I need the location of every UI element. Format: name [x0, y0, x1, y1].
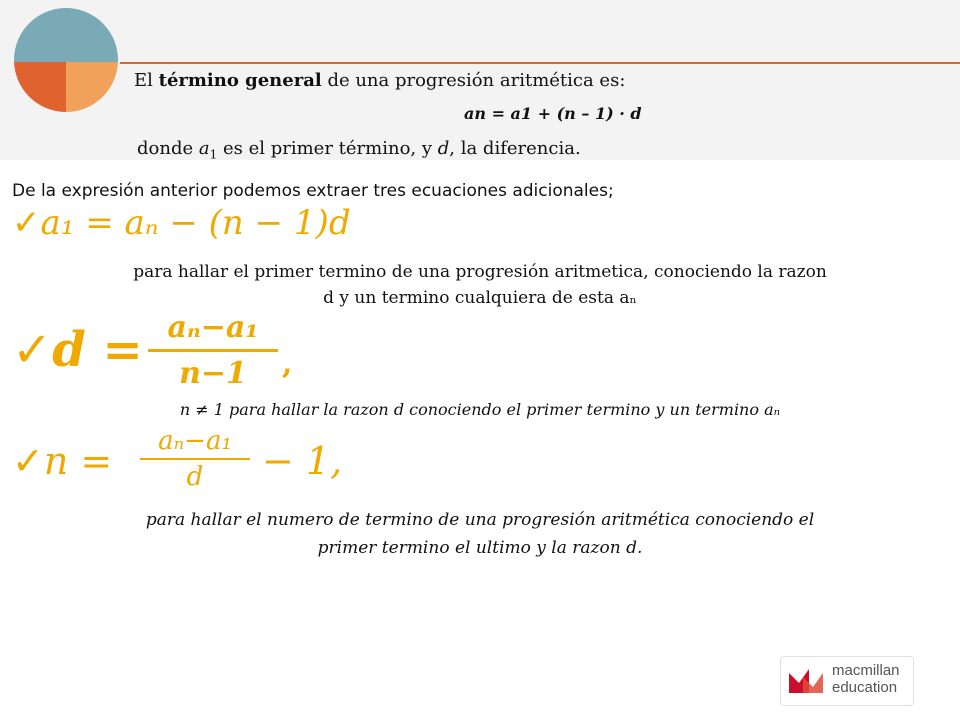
difference-fraction: [148, 310, 278, 391]
macmillan-mark-icon: [781, 657, 829, 703]
equation-lhs: d =: [52, 322, 143, 378]
header-rule: [120, 62, 960, 64]
check-icon: ✓: [12, 439, 44, 483]
fraction-denominator: d: [186, 462, 204, 492]
logo-wordmark: macmillan education: [832, 662, 900, 696]
equation-first-term: [12, 203, 351, 243]
equation-trail: − 1,: [262, 439, 343, 483]
general-term-formula: an = a1 + (n – 1) · d: [464, 104, 642, 123]
equation-formula: a₁ = aₙ − (n − 1)d: [40, 203, 351, 243]
equation-difference: [12, 322, 143, 378]
equation-term-count-description: para hallar el numero de termino de una progresión aritmética conociendo el primer termino el ultimo y la razon d.: [145, 510, 815, 558]
fraction-numerator: aₙ−a₁: [167, 310, 259, 345]
equation-difference-description: n ≠ 1 para hallar la razon d conociendo el primer termino y un termino aₙ: [179, 400, 781, 419]
fraction-numerator: aₙ−a₁: [158, 426, 232, 456]
equation-first-term-description: para hallar el primer termino de una progresión aritmetica, conociendo la razon d y un termino cualquiera de esta aₙ: [133, 262, 827, 308]
header-sentence: El término general de una progresión aritmética es:: [134, 70, 626, 91]
check-icon: ✓: [12, 322, 53, 378]
fraction-denominator: n−1: [179, 356, 247, 391]
intro-text: De la expresión anterior podemos extraer tres ecuaciones adicionales;: [12, 181, 614, 201]
term-count-fraction: [140, 426, 250, 492]
equation-trail: ,: [282, 346, 293, 381]
equation-lhs: n =: [43, 439, 113, 483]
check-icon: ✓: [12, 203, 41, 243]
equation-term-count: [12, 439, 113, 483]
header-definition: donde $a_1$ es el primer término, y d, la diferencia.: [137, 138, 581, 162]
decorative-circle-icon: [12, 6, 120, 114]
